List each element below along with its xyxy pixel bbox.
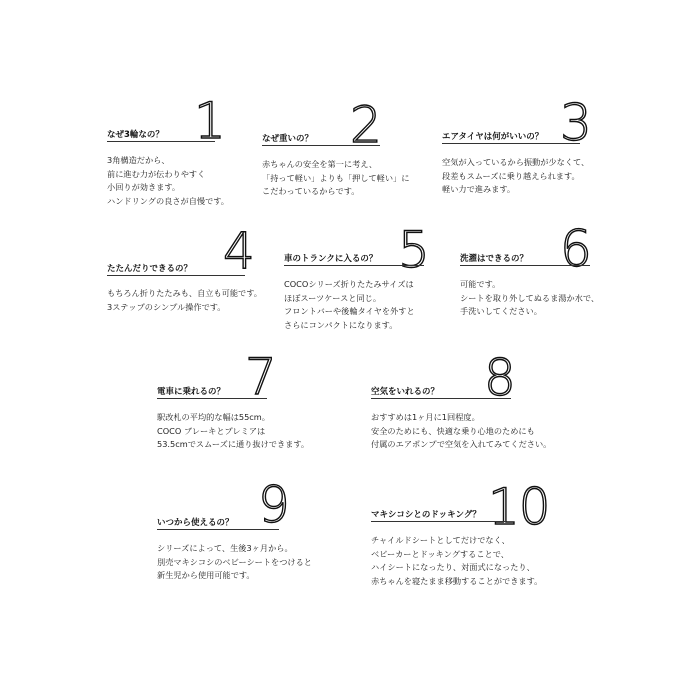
question-underline (284, 265, 424, 266)
faq-number: 7 (245, 348, 276, 406)
faq-question: 洗濯はできるの？ (460, 254, 529, 264)
faq-number: 2 (350, 96, 381, 154)
faq-answer: 赤ちゃんの安全を第一に考え、 「持って軽い」よりも「押して軽い」に こだわっているからです。 (262, 159, 410, 197)
faq-answer: 3角構造だから、 前に進む力が伝わりやすく 小回りが効きます。 ハンドリングの良さが自慢です。 (107, 155, 229, 206)
faq-question: 電車に乗れるの？ (157, 387, 226, 397)
question-underline (442, 143, 580, 144)
question-underline (262, 145, 380, 146)
faq-number: 8 (484, 349, 515, 407)
faq-number: 10 (488, 478, 550, 536)
faq-question: 車のトランクに入るの？ (284, 254, 378, 264)
faq-question: 空気をいれるの？ (371, 387, 440, 397)
faq-number: 4 (223, 222, 254, 280)
faq-number: 9 (258, 476, 289, 534)
faq-question: なぜ3輪なの？ (107, 130, 164, 140)
faq-answer: COCOシリーズ折りたたみサイズは ほぼスーツケースと同じ。 フロントバーや後輪タイヤを外すと さらにコンパクトになります。 (284, 279, 415, 330)
faq-answer: シリーズによって、生後3ヶ月から。 別売マキシコシのベビーシートをつけると 新生児から使用可能です。 (157, 543, 312, 581)
faq-question: たたんだりできるの？ (107, 264, 193, 274)
question-underline (460, 265, 590, 266)
faq-answer: 駅改札の平均的な幅は55cm。 COCO ブレーキとプレミアは 53.5cmでスムーズに通り抜けできます。 (157, 412, 310, 450)
faq-number: 3 (560, 94, 591, 152)
faq-number: 5 (398, 221, 429, 279)
question-underline (107, 275, 245, 276)
question-underline (157, 398, 267, 399)
faq-answer: もちろん折りたたみも、自立も可能です。 3ステップのシンプル操作です。 (107, 288, 262, 312)
question-underline (371, 398, 511, 399)
question-underline (107, 141, 215, 142)
faq-answer: チャイルドシートとしてだけでなく、 ベビーカーとドッキングすることで、 ハイシートになったり、対面式になったり、 赤ちゃんを寝たまま移動することができます。 (371, 535, 543, 586)
faq-question: なぜ重いの？ (262, 134, 314, 144)
question-underline (157, 529, 279, 530)
faq-answer: 空気が入っているから振動が少なくて、 段差もスムーズに乗り越えられます。 軽い力で進みます。 (442, 157, 590, 195)
faq-number: 1 (194, 92, 225, 150)
faq-answer: 可能です。 シートを取り外してぬるま湯か水で、 手洗いしてください。 (460, 279, 600, 317)
faq-question: いつから使えるの？ (157, 518, 234, 528)
faq-question: マキシコシとのドッキング？ (371, 510, 481, 520)
question-underline (371, 521, 506, 522)
faq-answer: おすすめは1ヶ月に1回程度。 安全のためにも、快適な乗り心地のためにも 付属のエアポンプで空気を入れてみてください。 (371, 412, 552, 450)
faq-number: 6 (560, 220, 591, 278)
faq-question: エアタイヤは何がいいの？ (442, 132, 544, 142)
